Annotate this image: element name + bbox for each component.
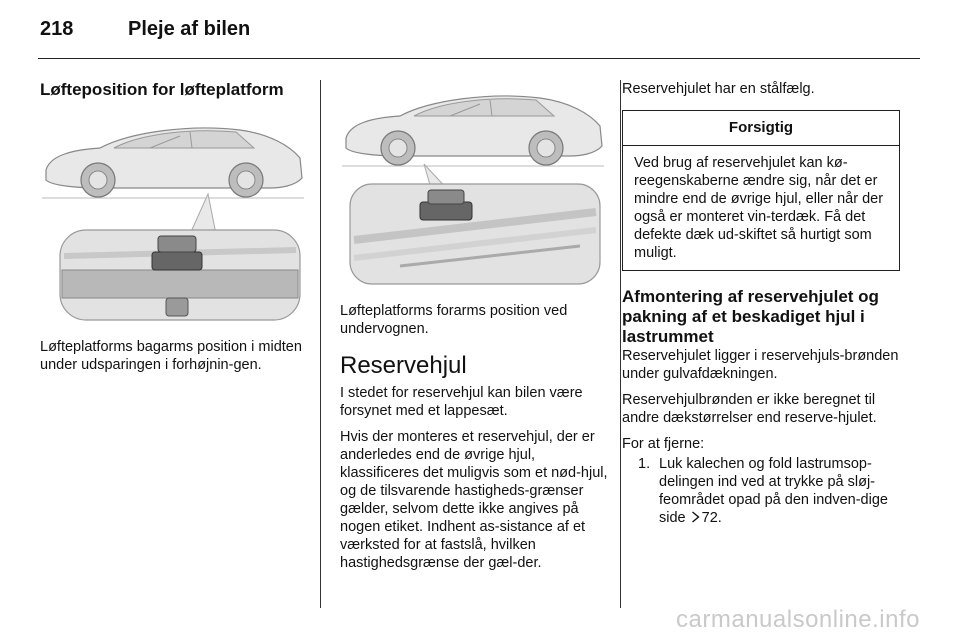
watermark: carmanualsonline.info xyxy=(676,606,920,633)
spare-wheel-paragraph-1: I stedet for reservehjul kan bilen være forsynet med et lappesæt. xyxy=(340,385,583,419)
rear-lift-illustration xyxy=(40,112,306,322)
step-number: 1. xyxy=(638,456,651,472)
page-number: 218 xyxy=(40,18,74,40)
left-column xyxy=(40,80,308,382)
removal-subheading: Afmontering af reservehjulet og pakning af et beskadiget hjul i lastrummet xyxy=(622,287,879,346)
header-rule xyxy=(38,58,920,59)
right-column xyxy=(622,80,902,527)
rear-lift-caption: Løfteplatforms bagarms position i midten under udsparingen i forhøjnin-gen. xyxy=(40,339,302,373)
step-text: Luk kalechen og fold lastrumsop-delingen ind ved at trykke på sløj-feområdet opad på den indven-dige side xyxy=(659,456,888,526)
page-reference-link[interactable]: 72. xyxy=(701,510,722,526)
caution-box xyxy=(622,110,900,271)
spare-wheel-paragraph-2: Hvis der monteres et reservehjul, der er anderledes end de øvrige hjul, klassificeres det muligvis som et nød-hjul, og de tilsvarende hastigheds-grænser gælder, selvom dette ikke angives på nogen etiket. Indhent as-sistance af et værksted for at fastslå, hvilken hastighedsgrænse der gæl-der. xyxy=(340,429,608,571)
removal-paragraph-3: For at fjerne: xyxy=(622,436,705,452)
removal-paragraph-1: Reservehjulet ligger i reservehjuls-brønden under gulvafdækningen. xyxy=(622,348,899,382)
steel-rim-note: Reservehjulet har en stålfælg. xyxy=(622,81,815,97)
caution-title: Forsigtig xyxy=(623,111,899,146)
column-divider-left xyxy=(320,80,321,608)
arrow-right-icon[interactable] xyxy=(691,511,700,523)
front-lift-caption: Løfteplatforms forarms position ved undervognen. xyxy=(340,303,568,337)
page-header xyxy=(40,18,920,58)
front-lift-illustration xyxy=(340,80,606,286)
caution-text: Ved brug af reservehjulet kan kø-reegenskaberne ændre sig, når det er mindre end de øvrige hjul, eller når der også er monteret vin-terdæk. Få det defekte dæk ud-skiftet så hurtigt som muligt. xyxy=(634,155,884,261)
lift-position-heading: Løfteposition for løfteplatform xyxy=(40,80,284,99)
list-item xyxy=(622,455,902,527)
column-divider-right xyxy=(620,80,621,608)
removal-paragraph-2: Reservehjulbrønden er ikke beregnet til andre dækstørrelser end reserve-hjulet. xyxy=(622,392,877,426)
page-title: Pleje af bilen xyxy=(128,18,251,40)
middle-column xyxy=(340,80,608,580)
removal-steps xyxy=(622,455,902,527)
spare-wheel-heading: Reservehjul xyxy=(340,352,467,379)
